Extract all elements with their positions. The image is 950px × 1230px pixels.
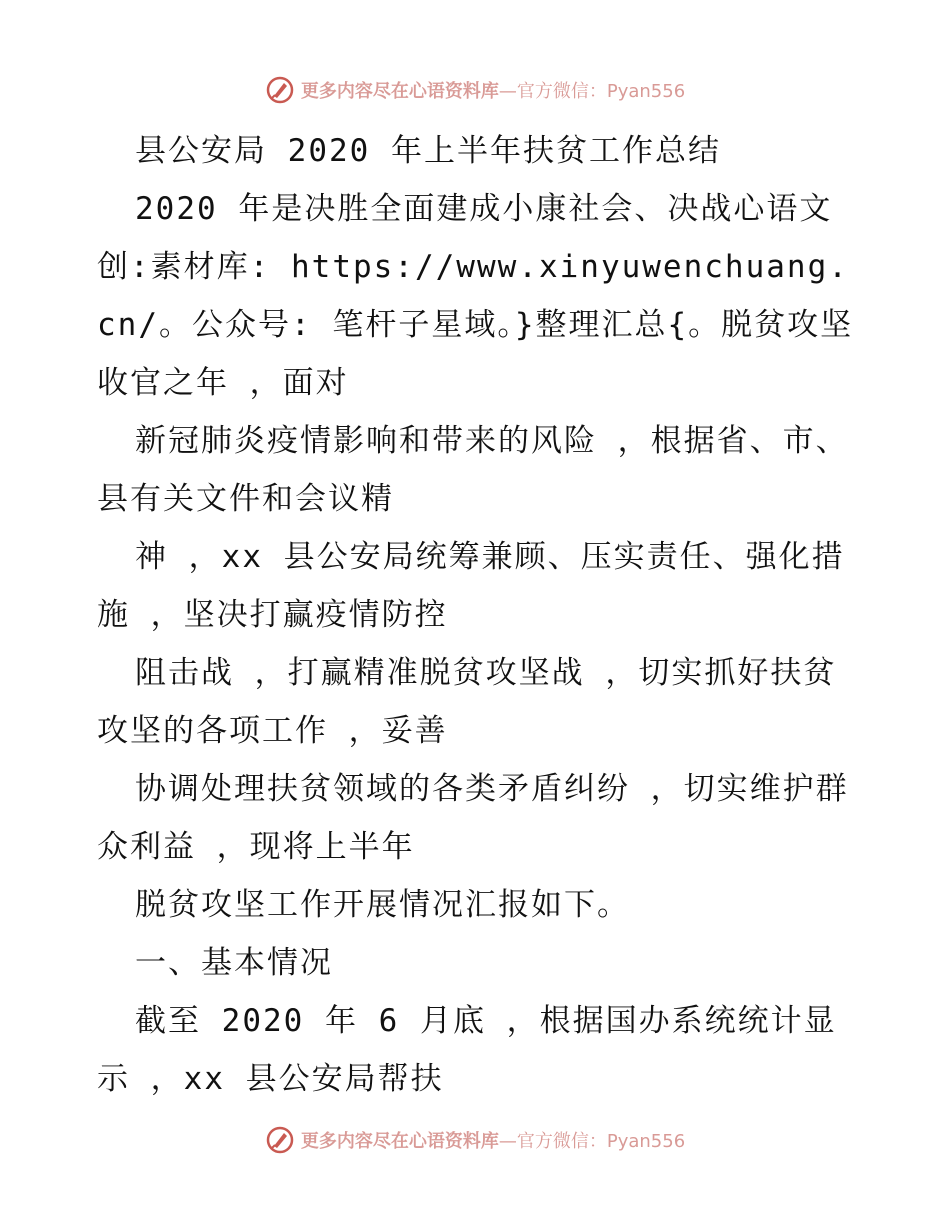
section-heading: 一、基本情况	[135, 945, 333, 981]
pen-nib-logo-icon	[265, 1125, 295, 1155]
pen-nib-logo-icon	[265, 75, 295, 105]
watermark-main-text: 更多内容尽在心语资料库	[300, 81, 499, 102]
watermark-footer	[0, 1122, 950, 1158]
watermark-main-text: 更多内容尽在心语资料库	[300, 1131, 499, 1152]
paragraph-5: 协调处理扶贫领域的各类矛盾纠纷 ，切实维护群众利益 ，现将上半年	[97, 771, 849, 865]
paragraph-1: 2020 年是决胜全面建成小康社会、决战心语文创:素材库: https://www.xinyuwenchuang.cn/。公众号: 笔杆子星域。}整理汇总{。脱贫攻坚收官之年 ，面对	[97, 191, 854, 401]
document-body	[97, 122, 870, 1108]
paragraph-4: 阻击战 ，打赢精准脱贫攻坚战 ，切实抓好扶贫攻坚的各项工作 ，妥善	[97, 655, 837, 749]
paragraph-7: 截至 2020 年 6 月底 ，根据国办系统统计显示 ，xx 县公安局帮扶	[97, 1003, 837, 1097]
watermark-sub-text: —官方微信：Pyan556	[498, 1131, 686, 1152]
watermark-header	[0, 72, 950, 108]
paragraph-2: 新冠肺炎疫情影响和带来的风险 ，根据省、市、 县有关文件和会议精	[97, 423, 870, 517]
paragraph-6: 脱贫攻坚工作开展情况汇报如下。	[135, 887, 630, 923]
paragraph-3: 神 ，xx 县公安局统筹兼顾、压实责任、强化措施 ，坚决打赢疫情防控	[97, 539, 845, 633]
watermark-sub-text: —官方微信：Pyan556	[498, 81, 686, 102]
document-title: 县公安局 2020 年上半年扶贫工作总结	[135, 133, 721, 169]
